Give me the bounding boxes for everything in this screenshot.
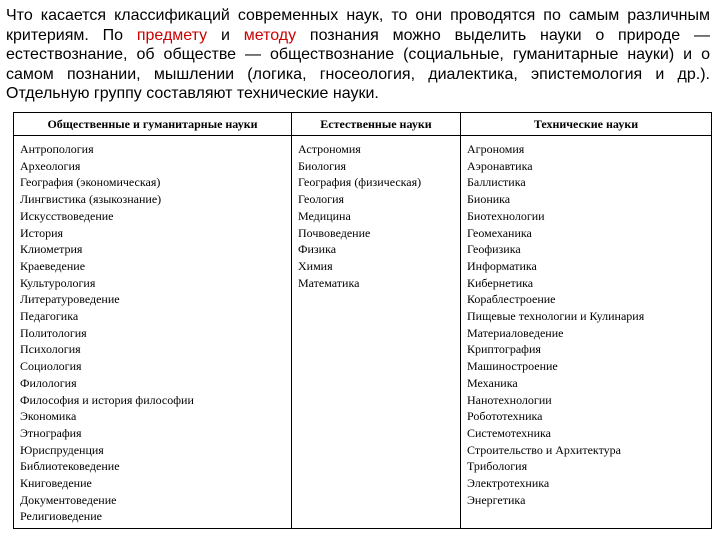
list-item: Клиометрия bbox=[20, 242, 83, 257]
list-item: История bbox=[20, 225, 64, 240]
list-item: Медицина bbox=[298, 208, 351, 223]
list-item: Пищевые технологии и Кулинария bbox=[467, 309, 645, 324]
list-item: Этнография bbox=[20, 425, 82, 440]
list-item: Литературоведение bbox=[20, 292, 120, 307]
list-item: Биология bbox=[298, 158, 347, 173]
intro-paragraph bbox=[6, 6, 710, 104]
table-body-row bbox=[14, 136, 712, 529]
list-item: Астрономия bbox=[298, 142, 361, 156]
list-item: Механика bbox=[467, 375, 518, 390]
social-sciences-cell bbox=[14, 136, 292, 529]
list-item: Религиоведение bbox=[20, 509, 102, 524]
list-item: Антропология bbox=[20, 142, 94, 156]
list-item: Психология bbox=[20, 342, 81, 357]
social-sciences-list bbox=[20, 141, 291, 525]
list-item: Баллистика bbox=[467, 175, 526, 190]
natural-sciences-cell bbox=[292, 136, 461, 529]
list-item: Трибология bbox=[467, 459, 528, 474]
list-item: Строительство и Архитектура bbox=[467, 442, 622, 457]
intro-text-2: и bbox=[207, 26, 244, 44]
technical-sciences-list bbox=[467, 141, 711, 508]
list-item: Химия bbox=[298, 258, 333, 273]
list-item: Нанотехнологии bbox=[467, 392, 552, 407]
list-item: Геология bbox=[298, 192, 345, 207]
list-item: Библиотековедение bbox=[20, 459, 120, 474]
list-item: Геомеханика bbox=[467, 225, 532, 240]
list-item: Геофизика bbox=[467, 242, 521, 257]
sciences-table bbox=[13, 112, 712, 529]
list-item: Почвоведение bbox=[298, 225, 371, 240]
term-subject: предмету bbox=[136, 26, 208, 44]
intro-text-1: Что касается классификаций современных наук, то они проводятся по самым различным критериям. По bbox=[6, 7, 710, 44]
term-method: методу bbox=[243, 26, 297, 44]
list-item: Робототехника bbox=[467, 409, 543, 424]
list-item: География (экономическая) bbox=[20, 175, 161, 190]
intro-text-3: познания можно выделить науки о природе — естествознание, об обществе — обществознание (социальные, гуманитарные науки) и о самом познании, мышлении (логика, гносеология, диалектика, эпистемология и др.). Отдельную группу составляют технические науки. bbox=[6, 26, 711, 103]
list-item: Машиностроение bbox=[467, 359, 558, 374]
list-item: Агрономия bbox=[467, 142, 525, 156]
list-item: Кораблестроение bbox=[467, 292, 556, 307]
header-natural-sciences: Естественные науки bbox=[292, 113, 461, 136]
list-item: Экономика bbox=[20, 409, 77, 424]
list-item: Документоведение bbox=[20, 492, 117, 507]
list-item: Археология bbox=[20, 158, 81, 173]
list-item: Кибернетика bbox=[467, 275, 534, 290]
list-item: Системотехника bbox=[467, 425, 551, 440]
technical-sciences-cell bbox=[461, 136, 712, 529]
list-item: Лингвистика (языкознание) bbox=[20, 192, 162, 207]
list-item: Математика bbox=[298, 275, 360, 290]
list-item: Книговедение bbox=[20, 476, 92, 491]
natural-sciences-list bbox=[298, 141, 460, 291]
list-item: Бионика bbox=[467, 192, 511, 207]
list-item: Политология bbox=[20, 325, 87, 340]
header-social-sciences: Общественные и гуманитарные науки bbox=[14, 113, 292, 136]
list-item: Филология bbox=[20, 375, 77, 390]
list-item: Электротехника bbox=[467, 476, 550, 491]
list-item: Биотехнологии bbox=[467, 208, 545, 223]
list-item: География (физическая) bbox=[298, 175, 422, 190]
list-item: Криптография bbox=[467, 342, 541, 357]
list-item: Искусствоведение bbox=[20, 208, 114, 223]
list-item: Философия и история философии bbox=[20, 392, 194, 407]
list-item: Социология bbox=[20, 359, 82, 374]
list-item: Аэронавтика bbox=[467, 158, 533, 173]
table-header-row bbox=[14, 113, 712, 136]
header-technical-sciences: Технические науки bbox=[461, 113, 712, 136]
list-item: Краеведение bbox=[20, 258, 86, 273]
list-item: Информатика bbox=[467, 258, 537, 273]
list-item: Педагогика bbox=[20, 309, 79, 324]
list-item: Энергетика bbox=[467, 492, 526, 507]
list-item: Юриспруденция bbox=[20, 442, 104, 457]
list-item: Материаловедение bbox=[467, 325, 564, 340]
list-item: Физика bbox=[298, 242, 337, 257]
list-item: Культурология bbox=[20, 275, 96, 290]
